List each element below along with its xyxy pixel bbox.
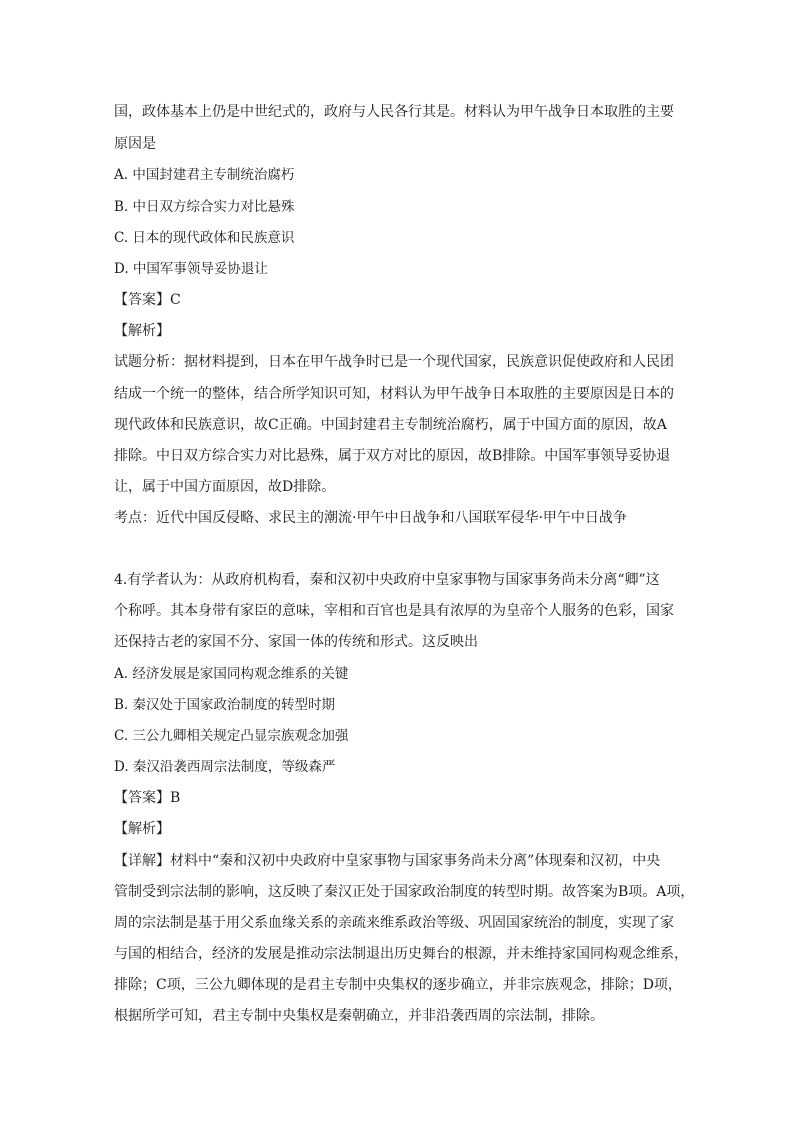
q4-stem-line: 个称呼。其本身带有家臣的意味，宰相和百官也是具有浓厚的为皇帝个人服务的色彩，国家 (114, 603, 674, 619)
q3-analysis-line: 让，属于中国方面原因，故D排除。 (114, 479, 336, 495)
q4-stem-line: 还保持古老的家国不分、家国一体的传统和形式。这反映出 (114, 634, 478, 650)
q4-answer: 【答案】B (114, 790, 181, 806)
q3-answer: 【答案】C (114, 292, 181, 308)
q4-analysis-heading: 【解析】 (114, 821, 170, 837)
q3-analysis-line: 现代政体和民族意识，故C正确。中国封建君主专制统治腐朽，属于中国方面的原因，故A (114, 417, 667, 433)
q4-analysis-line: 周的宗法制是基于用父系血缘关系的亲疏来维系政治等级、巩固国家统治的制度，实现了家 (114, 915, 674, 931)
q3-analysis-heading: 【解析】 (114, 323, 170, 339)
q3-option-a: A. 中国封建君主专制统治腐朽 (114, 167, 295, 183)
q4-stem-line: 4.有学者认为：从政府机构看，秦和汉初中央政府中皇家事物与国家事务尚未分离“卿”这 (114, 572, 660, 588)
q3-stem-line: 原因是 (114, 136, 156, 152)
q3-option-b: B. 中日双方综合实力对比悬殊 (114, 199, 295, 215)
q3-analysis-line: 结成一个统一的整体，结合所学知识可知，材料认为甲午战争日本取胜的主要原因是日本的 (114, 386, 674, 402)
q4-option-a: A. 经济发展是家国同构观念维系的关键 (114, 666, 349, 682)
q4-analysis-line: 管制受到宗法制的影响，这反映了秦汉正处于国家政治制度的转型时期。故答案为B项。A项， (114, 884, 695, 900)
q4-option-d: D. 秦汉沿袭西周宗法制度，等级森严 (114, 759, 336, 775)
q4-analysis-line: 排除；C项，三公九卿体现的是君主专制中央集权的逐步确立，并非宗族观念，排除；D项， (114, 977, 682, 993)
q3-analysis-line: 试题分析：据材料提到，日本在甲午战争时已是一个现代国家，民族意识促使政府和人民团 (114, 354, 674, 370)
q3-stem-line: 国，政体基本上仍是中世纪式的，政府与人民各行其是。材料认为甲午战争日本取胜的主要 (114, 104, 674, 120)
q3-option-c: C. 日本的现代政体和民族意识 (114, 230, 295, 246)
q4-option-b: B. 秦汉处于国家政治制度的转型时期 (114, 697, 336, 713)
q4-option-c: C. 三公九卿相关规定凸显宗族观念加强 (114, 728, 349, 744)
q4-analysis-line: 与国的相结合，经济的发展是推动宗法制退出历史舞台的根源，并未维持家国同构观念维系， (114, 946, 688, 962)
q4-analysis-line: 根据所学可知，君主专制中央集权是秦朝确立，并非沿袭西周的宗法制，排除。 (114, 1008, 604, 1024)
q4-analysis-line: 【详解】材料中“秦和汉初中央政府中皇家事物与国家事务尚未分离”体现秦和汉初，中央 (114, 853, 661, 869)
q3-analysis-line: 排除。中日双方综合实力对比悬殊，属于双方对比的原因，故B排除。中国军事领导妥协退 (114, 448, 671, 464)
q3-option-d: D. 中国军事领导妥协退让 (114, 261, 268, 277)
q3-kaodian: 考点：近代中国反侵略、求民主的潮流·甲午中日战争和八国联军侵华·甲午中日战争 (114, 510, 627, 526)
